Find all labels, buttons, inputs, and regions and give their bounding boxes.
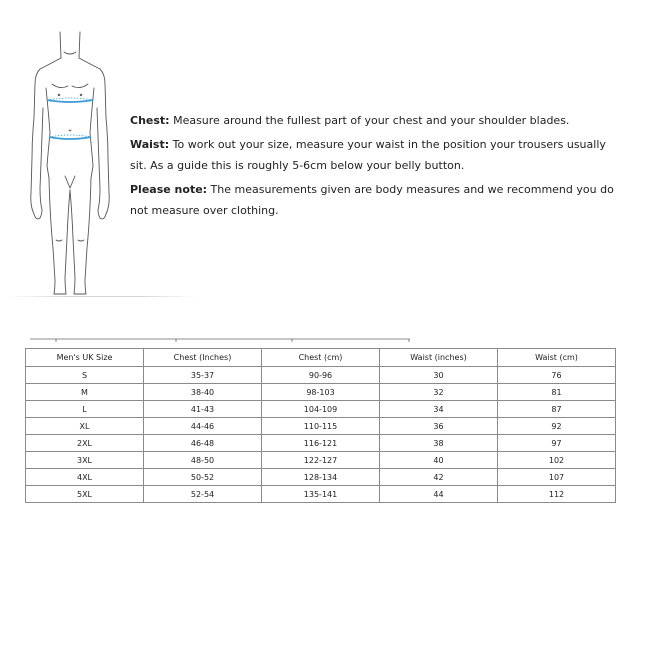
- chest-text: Measure around the fullest part of your chest and your shoulder blades.: [169, 114, 570, 127]
- table-cell: 2XL: [26, 435, 144, 452]
- table-cell: 102: [498, 452, 616, 469]
- table-cell: XL: [26, 418, 144, 435]
- table-cell: 48-50: [144, 452, 262, 469]
- chest-instruction: [130, 110, 620, 131]
- table-cell: 98-103: [262, 384, 380, 401]
- note-text: The measurements given are body measures and we recommend you do not measure over clothing.: [130, 183, 614, 217]
- table-cell: 42: [380, 469, 498, 486]
- table-cell: 4XL: [26, 469, 144, 486]
- table-cell: 32: [380, 384, 498, 401]
- table-cell: M: [26, 384, 144, 401]
- table-cell: 104-109: [262, 401, 380, 418]
- column-header: Chest (Inches): [144, 349, 262, 367]
- table-cell: 40: [380, 452, 498, 469]
- table-row: [26, 401, 616, 418]
- table-cell: 122-127: [262, 452, 380, 469]
- table-cell: 44-46: [144, 418, 262, 435]
- table-row: [26, 469, 616, 486]
- divider: [8, 296, 198, 297]
- table-row: [26, 486, 616, 503]
- table-cell: S: [26, 367, 144, 384]
- table-row: [26, 435, 616, 452]
- table-cell: 41-43: [144, 401, 262, 418]
- table-cell: 46-48: [144, 435, 262, 452]
- table-cell: 97: [498, 435, 616, 452]
- table-cell: 112: [498, 486, 616, 503]
- table-cell: 50-52: [144, 469, 262, 486]
- waist-label: Waist:: [130, 138, 170, 151]
- table-cell: 5XL: [26, 486, 144, 503]
- table-cell: 116-121: [262, 435, 380, 452]
- male-body-icon: [10, 18, 120, 300]
- table-header-row: [26, 349, 616, 367]
- table-cell: 92: [498, 418, 616, 435]
- note-label: Please note:: [130, 183, 208, 196]
- table-cell: 38-40: [144, 384, 262, 401]
- table-cell: 44: [380, 486, 498, 503]
- column-header: Chest (cm): [262, 349, 380, 367]
- table-cell: 38: [380, 435, 498, 452]
- table-cell: 90-96: [262, 367, 380, 384]
- table-cell: 35-37: [144, 367, 262, 384]
- table-cell: 34: [380, 401, 498, 418]
- table-cell: 107: [498, 469, 616, 486]
- table-cell: 87: [498, 401, 616, 418]
- table-cell: 135-141: [262, 486, 380, 503]
- table-row: [26, 418, 616, 435]
- waist-instruction: [130, 134, 620, 176]
- table-row: [26, 384, 616, 401]
- size-chart-table: [25, 348, 616, 503]
- table-ruler-line: [30, 338, 410, 346]
- table-cell: 81: [498, 384, 616, 401]
- table-cell: 36: [380, 418, 498, 435]
- table-cell: 110-115: [262, 418, 380, 435]
- measuring-instructions: [130, 110, 620, 224]
- column-header: Men's UK Size: [26, 349, 144, 367]
- chest-label: Chest:: [130, 114, 170, 127]
- table-cell: 3XL: [26, 452, 144, 469]
- table-cell: 52-54: [144, 486, 262, 503]
- column-header: Waist (inches): [380, 349, 498, 367]
- table-cell: 128-134: [262, 469, 380, 486]
- table-row: [26, 452, 616, 469]
- table-row: [26, 367, 616, 384]
- body-measure-figure: [10, 18, 120, 300]
- column-header: Waist (cm): [498, 349, 616, 367]
- table-cell: L: [26, 401, 144, 418]
- waist-text: To work out your size, measure your waist in the position your trousers usually sit. As a guide this is roughly 5-6cm below your belly button.: [130, 138, 606, 172]
- table-cell: 76: [498, 367, 616, 384]
- note-instruction: [130, 179, 620, 221]
- table-cell: 30: [380, 367, 498, 384]
